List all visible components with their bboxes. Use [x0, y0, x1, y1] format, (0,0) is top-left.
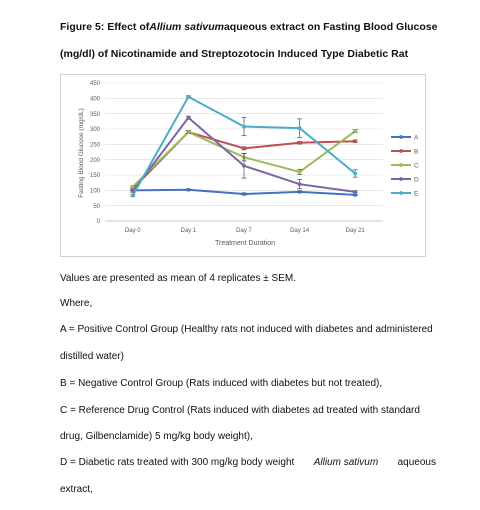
data-point-E-3 [298, 126, 302, 130]
data-point-D-1 [187, 116, 191, 120]
legend-marker-C [399, 163, 403, 167]
group-d-line-2: extract, [60, 484, 93, 495]
where-label: Where, [60, 298, 93, 309]
series-A [130, 188, 357, 197]
chart-frame [60, 74, 426, 257]
glucose-line-chart [61, 75, 427, 258]
data-point-C-4 [353, 129, 357, 133]
legend-label-B: B [414, 148, 419, 156]
data-point-A-2 [242, 192, 246, 196]
series-layer [130, 95, 357, 198]
group-a-line-1: A = Positive Control Group (Healthy rats not induced with diabetes and administered [60, 324, 433, 335]
figure-caption-line-1 [60, 20, 436, 34]
data-point-C-3 [298, 170, 302, 174]
x-tick-label-1: Day 1 [180, 228, 197, 234]
group-d-species: Allium sativum [313, 457, 379, 468]
caption-suffix: aqueous extract on Fasting Blood Glucose [223, 21, 438, 33]
y-tick-label-250: 250 [89, 142, 100, 149]
series-E [130, 95, 357, 198]
y-tick-label-400: 400 [89, 96, 100, 103]
x-tick-label-2: Day 7 [236, 228, 252, 234]
axis-layer [90, 81, 383, 234]
y-tick-label-450: 450 [89, 81, 100, 88]
y-tick-label-50: 50 [93, 203, 100, 210]
group-b-line: B = Negative Control Group (Rats induced with diabetes but not treated), [60, 378, 383, 389]
y-tick-label-200: 200 [89, 157, 100, 164]
x-axis-label: Treatment Duration [214, 240, 276, 247]
y-tick-label-150: 150 [89, 173, 100, 180]
x-tick-label-4: Day 21 [345, 228, 365, 234]
data-point-A-1 [187, 188, 191, 192]
data-point-E-4 [353, 172, 357, 176]
data-point-B-4 [353, 139, 357, 143]
data-point-D-2 [242, 164, 246, 168]
group-a-line-2: distilled water) [60, 351, 124, 362]
legend-label-E: E [414, 190, 419, 198]
caption-prefix: Figure 5: Effect of [60, 21, 150, 33]
legend-label-A: A [414, 134, 419, 142]
legend-label-D: D [414, 176, 419, 184]
y-tick-label-350: 350 [89, 111, 100, 118]
data-point-E-0 [131, 194, 135, 198]
legend-marker-E [399, 191, 403, 195]
group-c-line-1: C = Reference Drug Control (Rats induced with diabetes ad treated with standard [60, 405, 420, 416]
data-point-D-4 [353, 190, 357, 194]
y-tick-label-0: 0 [96, 219, 100, 226]
legend-marker-D [399, 177, 403, 181]
data-point-B-2 [242, 146, 246, 150]
group-d-line-1 [60, 456, 436, 469]
legend-label-C: C [414, 162, 419, 170]
group-d-prefix: D = Diabetic rats treated with 300 mg/kg body weight [60, 457, 295, 468]
group-c-line-2: drug, Gilbenclamide) 5 mg/kg body weight), [60, 431, 253, 442]
data-point-E-2 [242, 125, 246, 129]
caption-species: Allium sativum [149, 21, 224, 33]
grid-layer [105, 83, 383, 221]
values-note: Values are presented as mean of 4 replicates ± SEM. [60, 273, 296, 284]
data-point-D-3 [298, 182, 302, 186]
figure-caption-line-2: (mg/dl) of Nicotinamide and Streptozotocin Induced Type Diabetic Rat [60, 48, 409, 60]
data-point-E-1 [187, 95, 191, 99]
x-tick-label-3: Day 14 [290, 228, 310, 234]
y-tick-label-300: 300 [89, 127, 100, 134]
data-point-B-3 [298, 141, 302, 145]
legend-marker-B [399, 149, 403, 153]
y-axis-label: Fasting Blood Glucose (mg/dL) [78, 108, 85, 198]
data-point-A-3 [298, 190, 302, 194]
group-d-suffix: aqueous [397, 457, 436, 468]
x-tick-label-0: Day 0 [124, 228, 141, 234]
data-point-C-1 [187, 130, 191, 134]
legend-layer [391, 134, 419, 197]
legend-marker-A [399, 135, 403, 139]
y-tick-label-100: 100 [89, 188, 100, 195]
